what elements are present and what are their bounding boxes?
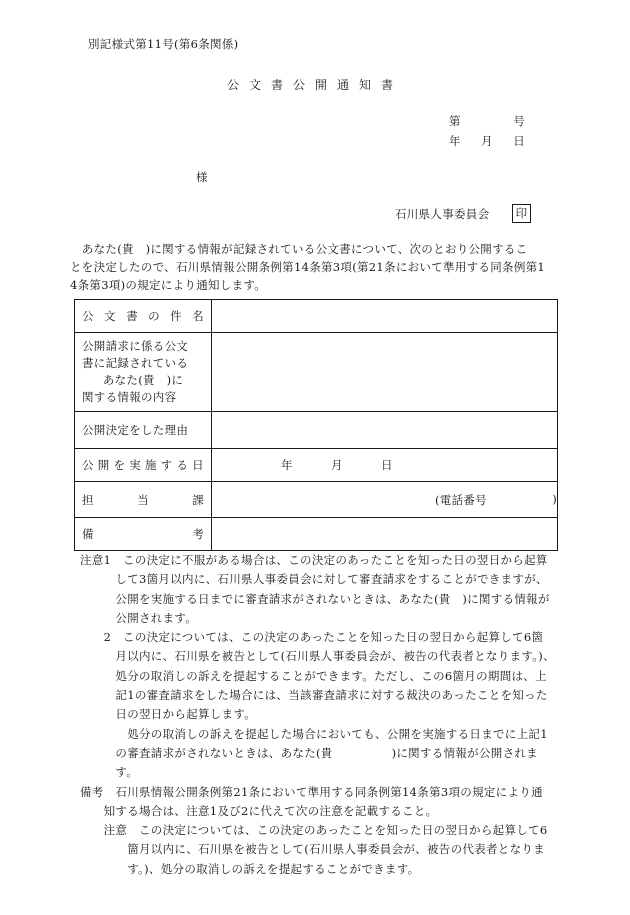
label-char: 担 <box>82 492 94 507</box>
form-number: 別記様式第11号(第6条関係) <box>88 37 239 51</box>
label-char: 課 <box>192 492 204 507</box>
value-cell-department[interactable] <box>212 482 558 518</box>
label-cell <box>75 449 212 482</box>
ref-go: 号 <box>513 114 525 128</box>
note-line: す。)、処分の取消しの訴えを提起することができます。 <box>80 861 420 876</box>
value-cell-implementation-date[interactable] <box>212 449 558 482</box>
reference-block <box>449 113 525 149</box>
phone-label: (電話番号 <box>435 492 487 507</box>
row-label-implementation-date <box>82 457 204 473</box>
label-cell <box>75 482 212 518</box>
note-line: す。 <box>80 765 139 780</box>
label-line: 公開請求に係る公文 <box>82 339 189 353</box>
note-line: 注意1 この決定に不服がある場合は、この決定のあったことを知った日の翌日から起算 <box>80 553 548 567</box>
addressee: 様 <box>196 170 208 184</box>
issuer-name: 石川県人事委員会 <box>395 207 490 221</box>
note-line: 知する場合は、注意1及び2に代えて次の注意を記載すること。 <box>80 803 438 818</box>
note-line: 日の翌日から起算します。 <box>80 707 257 722</box>
label-char: を <box>113 458 126 472</box>
note-line: の審査請求がされないときは、あなた(貴 )に関する情報が公開されま <box>80 745 538 760</box>
table-row <box>75 333 558 412</box>
label-char: 公 <box>82 458 94 472</box>
value-cell-document-name[interactable] <box>212 300 558 333</box>
label-char: 備 <box>82 527 94 541</box>
date-day: 日 <box>513 134 525 148</box>
phone-close: ) <box>552 491 557 506</box>
label-char: 実 <box>129 458 142 472</box>
row-label-info-content <box>82 333 204 411</box>
body-line: とを決定したので、石川県情報公開条例第14条第3項(第21条において準用する同条例第1 <box>70 260 546 274</box>
body-line: あなた(貴 )に関する情報が記録されている公文書について、次のとおり公開するこ <box>70 242 528 256</box>
label-cell <box>75 412 212 449</box>
table-row <box>75 412 558 449</box>
date-year: 年 <box>449 134 461 148</box>
row-label-remarks <box>82 526 204 542</box>
impl-month: 月 <box>331 458 343 472</box>
row-label-reason: 公開決定をした理由 <box>82 423 189 437</box>
seal-box: 印 <box>512 204 531 223</box>
note-line: 備考 石川県情報公開条例第21条において準用する同条例第14条第3項の規定により通 <box>80 784 543 799</box>
label-char: 当 <box>137 492 149 507</box>
label-char: の <box>148 309 160 323</box>
value-cell-reason[interactable] <box>212 412 558 449</box>
body-line: 4条第3項)の規定により通知します。 <box>70 278 267 292</box>
notes-section <box>80 551 580 879</box>
label-char: 文 <box>104 309 116 323</box>
info-table <box>74 299 558 551</box>
label-char: 日 <box>192 458 204 472</box>
label-cell <box>75 333 212 412</box>
label-line: 関する情報の内容 <box>82 390 177 404</box>
value-cell-info-content[interactable] <box>212 333 558 412</box>
label-char: 考 <box>192 527 204 541</box>
table-row <box>75 449 558 482</box>
table-row <box>75 482 558 518</box>
impl-year: 年 <box>281 458 293 472</box>
body-paragraph <box>70 240 566 294</box>
label-char: 施 <box>144 458 157 472</box>
label-cell <box>75 300 212 333</box>
row-label-department <box>82 492 204 508</box>
ref-dai: 第 <box>449 114 461 128</box>
date-month: 月 <box>481 134 493 148</box>
label-char: 件 <box>170 309 182 323</box>
label-cell <box>75 518 212 551</box>
note-line: して3箇月以内に、石川県人事委員会に対して審査請求をすることができますが、 <box>80 572 548 587</box>
table-row <box>75 518 558 551</box>
note-line: 2 この決定については、この決定のあったことを知った日の翌日から起算して6箇 <box>80 630 544 645</box>
label-line: あなた(貴 )に <box>102 373 184 387</box>
label-line: 書に記録されている <box>82 356 189 370</box>
label-char: す <box>160 458 173 472</box>
note-line: 箇月以内に、石川県を被告として(石川県人事委員会が、被告の代表者となりま <box>80 842 545 857</box>
row-label-document-name <box>82 308 204 324</box>
note-line: 公開を実施する日までに審査請求がされないときは、あなた(貴 )に関する情報が <box>80 591 550 606</box>
note-line: 記1の審査請求をした場合には、当該審査請求に対する裁決のあったことを知った <box>80 688 548 703</box>
label-char: 名 <box>192 309 204 323</box>
label-char: る <box>176 458 189 472</box>
label-char: 書 <box>126 309 138 323</box>
note-line: 月以内に、石川県を被告として(石川県人事委員会が、被告の代表者となります。)、 <box>80 649 555 664</box>
table-row <box>75 300 558 333</box>
note-line: 処分の取消しの訴えを提起することができます。ただし、この6箇月の期間は、上 <box>80 668 547 683</box>
note-line: 公開されます。 <box>80 610 198 625</box>
note-line: 注意 この決定については、この決定のあったことを知った日の翌日から起算して6 <box>80 823 548 838</box>
document-title: 公文書公開通知書 <box>226 78 403 92</box>
label-char: 開 <box>97 458 110 472</box>
impl-day: 日 <box>381 458 393 472</box>
label-char: 公 <box>82 309 94 323</box>
note-line: 処分の取消しの訴えを提起した場合においても、公開を実施する日までに上記1 <box>80 726 548 741</box>
value-cell-remarks[interactable] <box>212 518 558 551</box>
